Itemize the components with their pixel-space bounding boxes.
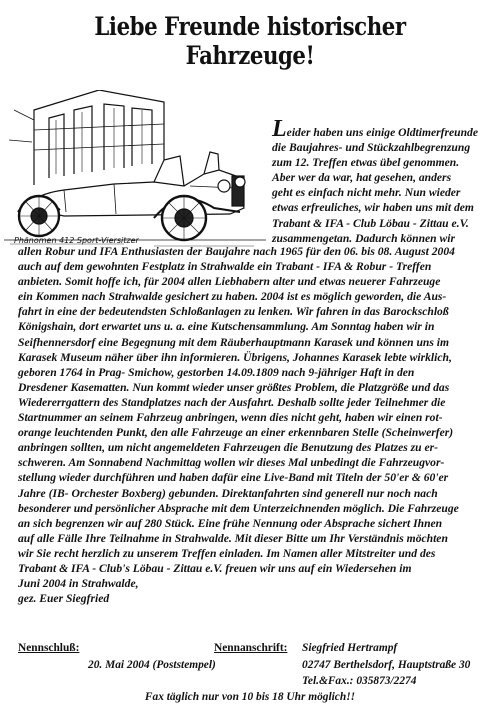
body-line: orange leuchtenden Punkt, den alle Fahrzeuge an einer erkennbaren Stelle (Scheinwerfer) [18, 426, 454, 440]
body-line: an sich begrenzen wir auf 280 Stück. Eine frühe Nennung oder Absprache sichert Ihnen [18, 516, 443, 530]
body-line: ein Kommen nach Strahwalde gesichert zu haben. 2004 ist es möglich geworden, die Aus- [18, 290, 447, 304]
body-line: besonderer und persönlicher Absprache mit dem Unterzeichnenden möglich. Die Fahrzeuge [18, 501, 459, 515]
body-line: Juni 2004 in Strahwalde, [18, 577, 139, 591]
fax-note: Fax täglich nur von 10 bis 18 Uhr möglich!! [144, 691, 356, 703]
signature: gez. Euer Siegfried [18, 592, 110, 606]
intro-line-3: Aber wer da war, hat gesehen, anders [272, 171, 452, 185]
contact-street: 02747 Berthelsdorf, Hauptstraße 30 [302, 659, 471, 671]
body-line: Wiedererrgattern des Standplatzes nach der Ausfahrt. Deshalb sollte jeder Teilnehmer die [18, 395, 446, 409]
body-line: anbieten. Somit hoffe ich, für 2004 allen Liebhabern alter und etwas neuerer Fahrzeuge [18, 275, 441, 289]
body-line: auch auf dem gewohnten Festplatz in Strahwalde ein Trabant - IFA & Robur - Treffen [18, 260, 432, 274]
contact-phone: Tel.&Fax.: 035873/2274 [302, 675, 417, 687]
intro-line-4: geht es einfach nicht mehr. Nun wieder [272, 186, 461, 200]
body-line: Königshain, dort erwartet uns u. a. eine Kutschensammlung. Am Sonntag haben wir in [18, 320, 435, 334]
body-line: Trabant & IFA - Club's Löbau - Zittau e.V. freuen wir uns auf ein Wiedersehen im [18, 561, 412, 575]
body-line: geboren 1764 in Prag- Smichow, gestorben 14.09.1809 nach 9-jähriger Haft in den [18, 365, 415, 379]
illustration-caption: Phänomen 412 Sport-Viersitzer [14, 236, 139, 245]
intro-line-2: zum 12. Treffen etwas übel genommen. [272, 156, 460, 170]
body-line: Seifhennersdorf eine Begegnung mit dem Räuberhauptmann Karasek und können uns im [18, 335, 449, 349]
body-line: Jahre (IB- Orchester Boxberg) gebunden. Direktanfahrten sind generell nur noch nach [18, 486, 438, 500]
deadline-value: 20. Mai 2004 (Poststempel) [88, 659, 216, 671]
body-line: schweren. Am Sonnabend Nachmittag wollen wir dieses Mal unbedingt die Fahrzeugvor- [18, 456, 445, 470]
drop-cap: L [272, 116, 287, 142]
intro-line-0: Leider haben uns einige Oldtimerfreunde [272, 116, 478, 142]
address-label: Nennanschrift: [214, 642, 288, 654]
body-line: wir Sie recht herzlich zu unserem Treffen einladen. Im Namen aller Mitstreiter und des [18, 546, 436, 560]
body-line: auf alle Fälle Ihre Teilnahme in Strahwalde. Mit dieser Bitte um Ihr Verständnis möchten [18, 531, 448, 545]
page-title: Liebe Freunde historischer Fahrzeuge! [94, 12, 406, 70]
intro-line-5: etwas erfreuliches, wir haben uns mit dem [272, 201, 474, 215]
deadline-label: Nennschluß: [18, 642, 80, 654]
body-line: Karasek Museum näher über ihn informieren. Übrigens, Johannes Karasek lebte wirklich, [18, 350, 452, 364]
body-line: fahrt in eine der bedeutendsten Schloßanlagen zu lenken. Wir fahren in das Barockschloß [18, 305, 449, 319]
vintage-car-illustration [4, 90, 266, 248]
intro-line-6: Trabant & IFA - Club Löbau - Zittau e.V. [272, 216, 469, 230]
body-line: Startnummer an seinem Fahrzeug anbringen, wenn dies nicht geht, haben wir einen rot- [18, 411, 443, 425]
intro-line-7: zusammengetan. Dadurch können wir [272, 231, 455, 245]
body-line: anbringen sollten, um nicht angemeldeten Fahrzeugen die Benutzung des Platzes zu er- [18, 441, 439, 455]
body-line: allen Robur und IFA Enthusiasten der Baujahre nach 1965 für den 06. bis 08. August 2004 [18, 245, 455, 258]
body-text [18, 244, 496, 606]
contact-name: Siegfried Hertrampf [302, 642, 398, 654]
intro-line-1: die Baujahres- und Stückzahlbegrenzung [272, 141, 471, 155]
body-line: stellung wieder durchführen und haben dafür eine Live-Band mit Titeln der 50'er & 60'er [18, 471, 449, 485]
body-line: Dresdener Kasematten. Nun kommt wieder unser größtes Problem, die Platzgröße und das [18, 380, 450, 394]
intro-column [272, 116, 496, 246]
